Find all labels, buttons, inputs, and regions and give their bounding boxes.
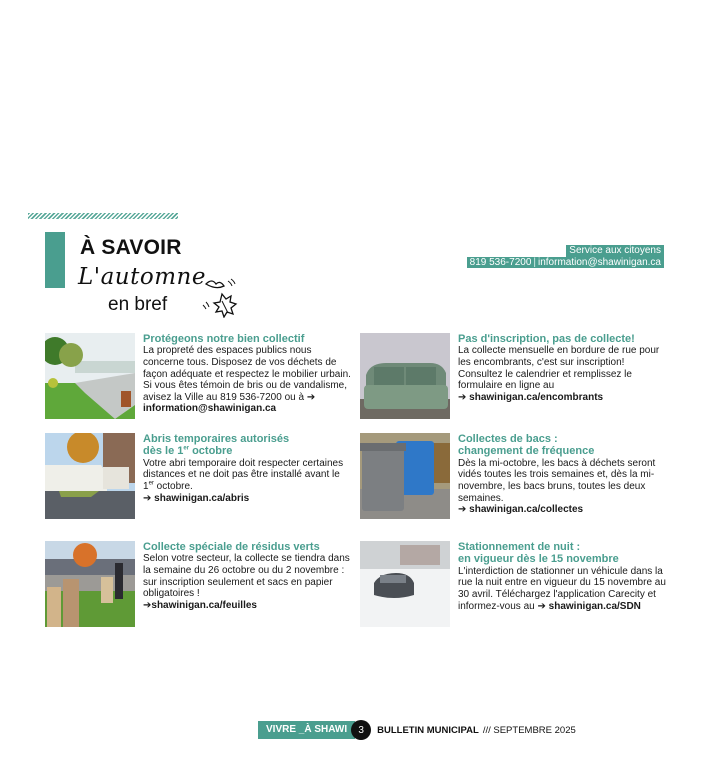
ordinal-suffix: er [148,480,154,487]
arrow-right-icon: ➔ [143,599,152,611]
contact-email[interactable]: information@shawinigan.ca [538,256,661,268]
card-title-line-2: dès le 1 [143,445,184,458]
card-title: Collecte spéciale de résidus verts [143,541,320,553]
bins-photo [360,433,450,519]
card-title: Stationnement de nuit : [458,541,581,553]
contact-block [467,245,664,268]
arrow-right-icon: ➔ [306,391,316,403]
card-body-end: octobre. [153,481,193,492]
contact-separator: | [533,256,536,268]
card-link[interactable]: shawinigan.ca/SDN [548,600,641,612]
subtitle: en bref [108,294,168,315]
park-riverside-photo [45,333,135,419]
card-title: Pas d'inscription, pas de collecte! [458,333,635,345]
card-title: Collectes de bacs : [458,433,558,445]
couch-photo [360,333,450,419]
card-title-line-2: en vigueur dès le 15 novembre [458,553,619,566]
card-link[interactable]: shawinigan.ca/abris [154,492,250,504]
card-link[interactable]: shawinigan.ca/encombrants [469,391,604,403]
contact-phone[interactable]: 819 536-7200 [469,256,532,268]
card-link[interactable]: shawinigan.ca/feuilles [151,599,257,611]
bulletin-title: BULLETIN MUNICIPAL [377,724,479,736]
card-link[interactable]: shawinigan.ca/collectes [469,504,584,516]
card-title-line-2: changement de fréquence [458,445,595,458]
issue-date: /// SEPTEMBRE 2025 [482,724,576,736]
card-body: La propreté des espaces publics nous concerne tous. Disposez de vos déchets de façon adéquate et respectez le mobilier urbain. Si vous êtes témoin de bris ou de vandalisme, avisez la Ville au 819 536-7200 ou à [143,345,351,403]
contact-label: Service aux citoyens [566,245,664,257]
footer-tag: VIVRE _À SHAWI [258,721,355,739]
page-title: À SAVOIR [80,236,182,259]
arrow-right-icon: ➔ [458,504,467,516]
card-body: Votre abri temporaire doit respecter certaines distances et ne doit pas être installé avant le 1 [143,457,344,492]
arrow-right-icon: ➔ [537,600,546,612]
snow-car-photo [360,541,450,627]
script-title: L'automne [78,264,206,290]
autumn-leaves-icon [200,276,242,318]
card-body: La collecte mensuelle en bordure de rue pour les encombrants, c'est sur inscription! Consultez le calendrier et remplissez le formulaire en ligne au [458,345,660,392]
card-title: Protégeons notre bien collectif [143,333,305,345]
temporary-shelters-photo [45,433,135,519]
page-footer [258,720,576,740]
arrow-right-icon: ➔ [143,492,152,504]
card-body: Dès la mi-octobre, les bacs à déchets seront vidés toutes les trois semaines et, dès la mi-novembre, les bacs bruns, toutes les deux semaines. [458,457,656,504]
card-title: Abris temporaires autorisés [143,433,290,445]
page-number: 3 [351,720,371,740]
ordinal-suffix: er [183,445,190,452]
hatch-decoration [28,213,178,219]
card-body: Selon votre secteur, la collecte se tiendra dans la semaine du 26 octobre ou du 2 novembre : sur inscription seulement et sacs en papier obligatoires ! [143,553,350,600]
card-link[interactable]: information@shawinigan.ca [143,403,277,415]
arrow-right-icon: ➔ [458,391,467,403]
card-body: L'interdiction de stationner un véhicule dans la rue la nuit entre en vigueur du 15 novembre au 30 avril. Téléchargez l'application Carecity et informez-vous au [458,565,666,612]
accent-bar [45,232,65,288]
leaf-bags-photo [45,541,135,627]
card-title-line-2-end: octobre [189,445,233,458]
